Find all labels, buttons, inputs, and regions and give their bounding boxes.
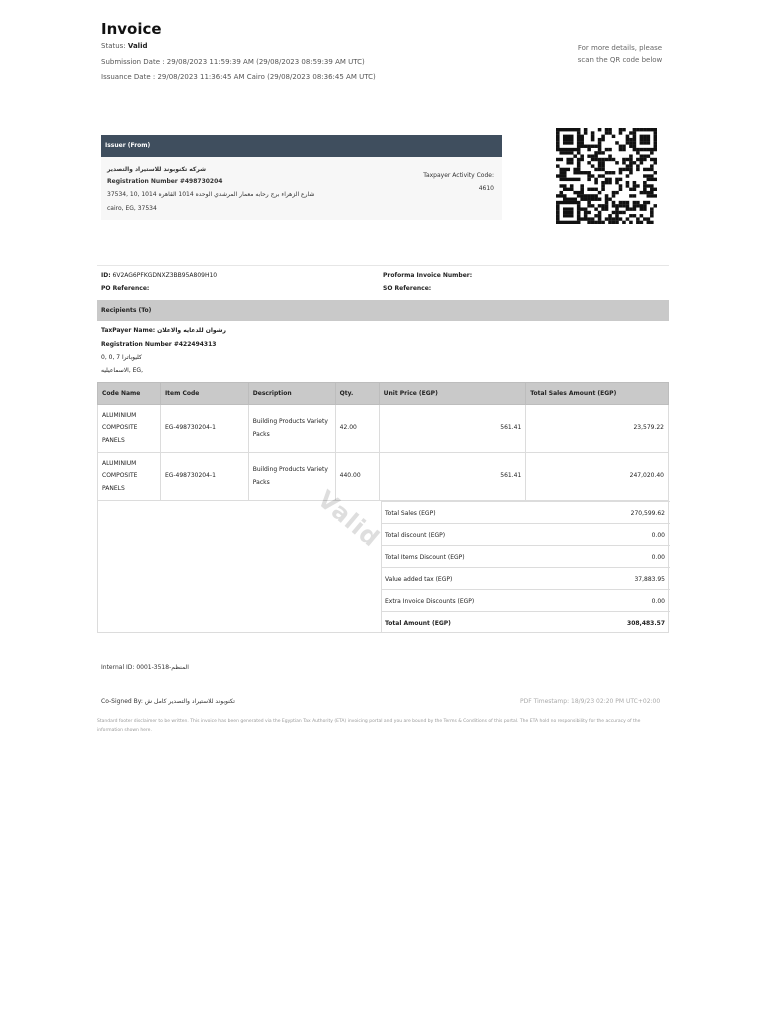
total-value: 0.00	[651, 532, 665, 539]
issuer-registration: Registration Number #498730204	[107, 178, 223, 185]
valid-watermark: Valid	[312, 485, 386, 553]
recipient-address: 0, 0, 7 كليوباترا	[101, 354, 142, 361]
description-line: Building Products Variety	[252, 418, 328, 425]
code-name-line: ALUMINIUM	[102, 411, 137, 419]
extra-discount-row	[381, 589, 670, 611]
code-name-cell	[98, 453, 161, 501]
issuer-panel	[101, 135, 502, 220]
invoice-title: Invoice	[101, 20, 162, 38]
submission-date: Submission Date : 29/08/2023 11:59:39 AM (29/08/2023 08:59:39 AM UTC)	[101, 58, 365, 66]
item-code-cell: EG-498730204-1	[160, 405, 248, 453]
qr-note	[560, 42, 680, 66]
total-value: 270,599.62	[630, 510, 665, 517]
issuer-name: شركه تكنوبوند للاستيراد والتصدير	[107, 166, 207, 173]
code-name-line: ALUMINIUM	[102, 459, 137, 467]
col-item-code: Item Code	[160, 383, 248, 405]
recipient-city: الاسماعيليه, EG,	[101, 367, 143, 374]
invoice-id-label: ID:	[101, 272, 111, 279]
code-name-line: COMPOSITE	[102, 424, 138, 432]
totals-panel	[97, 501, 669, 633]
table-header-row	[98, 383, 669, 405]
code-name-line: PANELS	[102, 484, 125, 492]
pdf-timestamp: PDF Timestamp: 18/9/23 02:20 PM UTC+02:00	[520, 698, 661, 705]
col-description: Description	[248, 383, 335, 405]
col-unit-price: Unit Price (EGP)	[379, 383, 526, 405]
item-code-cell: EG-498730204-1	[160, 453, 248, 501]
total-value: 308,483.57	[627, 620, 665, 627]
col-code-name: Code Name	[98, 383, 161, 405]
footer-disclaimer: Standard footer disclaimer to be written. This invoice has been generated via the Egyptian Tax Authority (ETA) invoicing portal and you are bound by the Terms & Conditions of this portal. The ETA hold no responsibility for the accuracy of the information shown here.	[97, 719, 641, 733]
vat-row	[381, 567, 670, 589]
items-discount-row	[381, 545, 670, 567]
recipient-name-value: رشوان للدعايه والاعلان	[157, 327, 227, 334]
description-line: Building Products Variety	[252, 466, 328, 473]
code-name-line: COMPOSITE	[102, 472, 138, 480]
issuer-heading: Issuer (From)	[101, 135, 502, 157]
status-line	[101, 42, 147, 50]
po-reference: PO Reference:	[101, 285, 150, 292]
qty-cell: 440.00	[335, 453, 379, 501]
cosigned-by: Co-Signed By: تكنوبوند للاستيراد والتصدير كامل ش	[101, 698, 235, 705]
qty-cell: 42.00	[335, 405, 379, 453]
description-line: Packs	[252, 430, 270, 438]
recipient-name	[101, 327, 226, 334]
qr-note-line-2: scan the QR code below	[577, 56, 663, 64]
activity-code-value: 4610	[478, 185, 494, 192]
total-label: Extra Invoice Discounts (EGP)	[385, 598, 475, 605]
code-name-cell	[98, 405, 161, 453]
qr-note-line-1: For more details, please	[577, 44, 663, 52]
unit-price-cell: 561.41	[379, 405, 526, 453]
internal-id: Internal ID: 0001-3518-المنظم	[101, 664, 189, 671]
issuer-city: cairo, EG, 37534	[107, 205, 157, 212]
unit-price-cell: 561.41	[379, 453, 526, 501]
total-label: Total Sales (EGP)	[385, 510, 436, 517]
total-value: 37,883.95	[634, 576, 665, 583]
activity-code-label: Taxpayer Activity Code:	[423, 172, 494, 179]
code-name-line: PANELS	[102, 436, 125, 444]
col-total-sales: Total Sales Amount (EGP)	[526, 383, 669, 405]
total-cell: 23,579.22	[526, 405, 669, 453]
total-sales-row	[381, 501, 670, 523]
status-value: Valid	[127, 42, 148, 50]
col-qty: Qty.	[335, 383, 379, 405]
total-label: Total discount (EGP)	[385, 532, 446, 539]
total-cell: 247,020.40	[526, 453, 669, 501]
reference-grid	[97, 265, 669, 299]
recipient-name-label: TaxPayer Name:	[101, 327, 156, 334]
table-row	[98, 405, 669, 453]
line-items-table	[97, 382, 669, 501]
issuer-address: 37534, 10, 1014 شارع الزهراء برج رحابه معمار المرشدي الوحده 1014 القاهره	[107, 191, 315, 198]
so-reference: SO Reference:	[383, 285, 432, 292]
recipient-heading: Recipients (To)	[97, 300, 669, 321]
proforma-number: Proforma Invoice Number:	[383, 272, 473, 279]
description-line: Packs	[252, 478, 270, 486]
total-label: Value added tax (EGP)	[385, 576, 453, 583]
total-label: Total Amount (EGP)	[385, 620, 451, 627]
total-value: 0.00	[651, 554, 665, 561]
invoice-id	[101, 272, 217, 279]
total-amount-row	[381, 611, 670, 633]
description-cell	[248, 405, 335, 453]
total-value: 0.00	[651, 598, 665, 605]
issuance-date: Issuance Date : 29/08/2023 11:36:45 AM Cairo (29/08/2023 08:36:45 AM UTC)	[101, 73, 376, 81]
total-discount-row	[381, 523, 670, 545]
table-row	[98, 453, 669, 501]
invoice-id-value: 6V2AG6PFKGDNXZ3BB95A809H10	[112, 272, 218, 279]
status-label: Status:	[101, 42, 126, 50]
total-label: Total Items Discount (EGP)	[385, 554, 465, 561]
qr-code-icon	[556, 128, 657, 224]
recipient-registration: Registration Number #422494313	[101, 341, 217, 348]
